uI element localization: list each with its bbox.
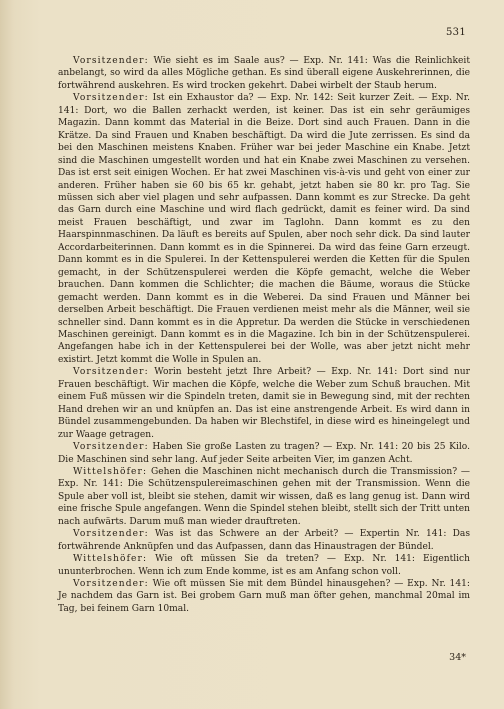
paragraph [58,366,470,441]
paragraph-text: Worin besteht jetzt Ihre Arbeit? — Exp. Nr. 141: Dort sind nur Frauen beschäftigt. Wir machen die Köpfe, welche die Weber zum Schuß brauchen. Mit einem Fuß müssen wir die Spindeln treten, damit sie in Bewegung sind, mit der rechten Hand drehen wir an und knüpfen an. Das ist eine anstrengende Arbeit. Es wird dann in Bündel zusammengebunden. Da haben wir Blechstifel, in diese wird es hineingelegt und zur Waage getragen. [58,367,470,440]
speaker-label: Vorsitzender: [73,56,149,66]
signature-mark: 34* [449,652,466,663]
page-number: 531 [446,27,466,38]
paragraph-text: Wie sieht es im Saale aus? — Exp. Nr. 141: Was die Reinlichkeit anbelangt, so wird da alles Mögliche gethan. Es sind überall eigene Auskehrerinnen, die fortwährend auskehren. Es wird trocken gekehrt. Dabei wirbelt der Staub herum. [58,56,470,91]
paragraph [58,441,470,466]
paragraph-text: Haben Sie große Lasten zu tragen? — Exp. Nr. 141: 20 bis 25 Kilo. Die Maschinen sind sehr lang. Auf jeder Seite arbeiten Vier, im ganzen Acht. [58,442,470,465]
speaker-label: Vorsitzender: [73,529,149,540]
paragraph [58,466,470,528]
speaker-label: Vorsitzender: [73,93,149,104]
paragraph-text: Gehen die Maschinen nicht mechanisch durch die Transmission? — Exp. Nr. 141: Die Schützenspulereimaschinen gehen mit der Transmission. Wenn die Spule aber voll ist, bleibt sie stehen, damit wir wissen, daß es lang genug ist. Dann wird eine frische Spule angefangen. Wenn die Spindel stehen bleibt, stellt sich der Tritt unten nach aufwärts. Darum muß man wieder drauftreten. [58,466,470,527]
paragraph [58,55,470,92]
speaker-label: Vorsitzender: [73,442,149,453]
paragraph [58,92,470,366]
paragraph-text: Wie oft müssen Sie mit dem Bündel hinausgehen? — Exp. Nr. 141: Je nachdem das Garn ist. Bei grobem Garn muß man öfter gehen, manchmal 20mal im Tag, bei feinem Garn 10mal. [58,579,470,614]
speaker-label: Wittelshöfer: [73,554,148,565]
paragraph [58,578,470,615]
paragraph [58,553,470,578]
page-body [58,55,470,615]
paragraph-text: Wie oft müssen Sie da treten? — Exp. Nr. 141: Eigentlich ununterbrochen. Wenn ich zum Ende komme, ist es am Anfang schon voll. [58,554,470,577]
paragraph-text: Was ist das Schwere an der Arbeit? — Expertin Nr. 141: Das fortwährende Anknüpfen und das Aufpassen, dann das Hinaustragen der Bündel. [58,529,470,552]
speaker-label: Vorsitzender: [73,367,149,378]
speaker-label: Vorsitzender: [73,579,149,590]
paragraph-text: Ist ein Exhaustor da? — Exp. Nr. 142: Seit kurzer Zeit. — Exp. Nr. 141: Dort, wo die Ballen zerhackt werden, ist keiner. Das ist ein sehr geräumiges Magazin. Dann kommt das Material in die Beize. Dort sind auch Frauen. Dann in die Krätze. Da sind Frauen und Knaben beschäftigt. Da wird die Jute zerrissen. Es sind da bei den Maschinen meistens Knaben. Früher war bei jeder Maschine ein Knabe. Jetzt sind die Maschinen umgestellt worden und hat ein Knabe zwei Maschinen zu versehen. Das ist erst seit einigen Wochen. Er hat zwei Maschinen vis-à-vis und geht von einer zur anderen. Früher haben sie 60 bis 65 kr. gehabt, jetzt haben sie 80 kr. pro Tag. Sie müssen sich aber viel plagen und sehr aufpassen. Dann kommt es zur Strecke. Da geht das Garn durch eine Maschine und wird flach gedrückt, damit es feiner wird. Da sind meist Frauen beschäftigt, und zwar im Taglohn. Dann kommt es zu den Haarspinnmaschinen. Da läuft es bereits auf Spulen, aber noch sehr dick. Da sind lauter Accordarbeiterinnen. Dann kommt es in die Spinnerei. Da wird das feine Garn erzeugt. Dann kommt es in die Spulerei. In der Kettenspulerei werden die Ketten für die Spulen gemacht, in der Schützenspulerei werden die Köpfe gemacht, welche die Weber brauchen. Dann kommen die Schlichter; die machen die Bäume, woraus die Stücke gemacht werden. Dann kommt es in die Weberei. Da sind Frauen und Männer bei derselben Arbeit beschäftigt. Die Frauen verdienen meist mehr als die Männer, weil sie schneller sind. Dann kommt es in die Appretur. Da werden die Stücke in verschiedenen Maschinen gereinigt. Dann kommt es in die Magazine. Ich bin in der Schützenspulerei. Angefangen habe ich in der Kettenspulerei bei der Wolle, was aber jetzt nicht mehr existirt. Jetzt kommt die Wolle in Spulen an. [58,93,470,365]
speaker-label: Wittelshöfer: [73,466,148,477]
paragraph [58,528,470,553]
